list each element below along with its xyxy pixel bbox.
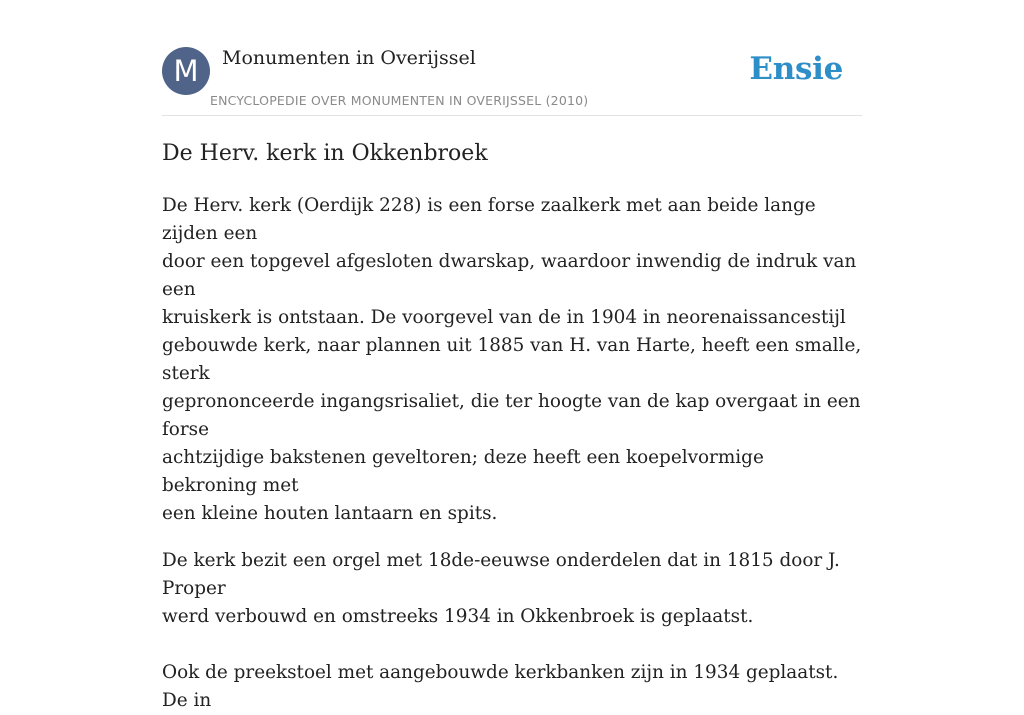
article-paragraph: De kerk bezit een orgel met 18de-eeuwse onderdelen dat in 1815 door J. Proper werd verbouwd en omstreeks 1934 in Okkenbroek is geplaatst. [162,550,840,627]
article-title: De Herv. kerk in Okkenbroek [162,141,488,166]
article-body [162,192,862,715]
article-paragraph: Ook de preekstoel met aangebouwde kerkbanken zijn in 1934 geplaatst. De in [162,662,839,711]
article-paragraph: De Herv. kerk (Oerdijk 228) is een forse zaalkerk met aan beide lange zijden een door een topgevel afgesloten dwarskap, waardoor inwendig de indruk van een kruiskerk is ontstaan. De voorgevel van de in 1904 in neorenaissancestijl gebouwde kerk, naar plannen uit 1885 van H. van Harte, heeft een smalle, sterk geprononceerde ingangsrisaliet, die ter hoogte van de kap overgaat in een forse achtzijdige bakstenen geveltoren; deze heeft een koepelvormige bekroning met een kleine houten lantaarn en spits. [162,195,862,524]
source-header [162,0,862,116]
article-page [162,0,862,711]
source-subtitle: ENCYCLOPEDIE OVER MONUMENTEN IN OVERIJSSEL (2010) [210,93,589,108]
avatar[interactable]: M [162,47,210,95]
source-title-link[interactable]: Monumenten in Overijssel [222,47,476,69]
ensie-logo[interactable]: Ensie [749,51,843,87]
